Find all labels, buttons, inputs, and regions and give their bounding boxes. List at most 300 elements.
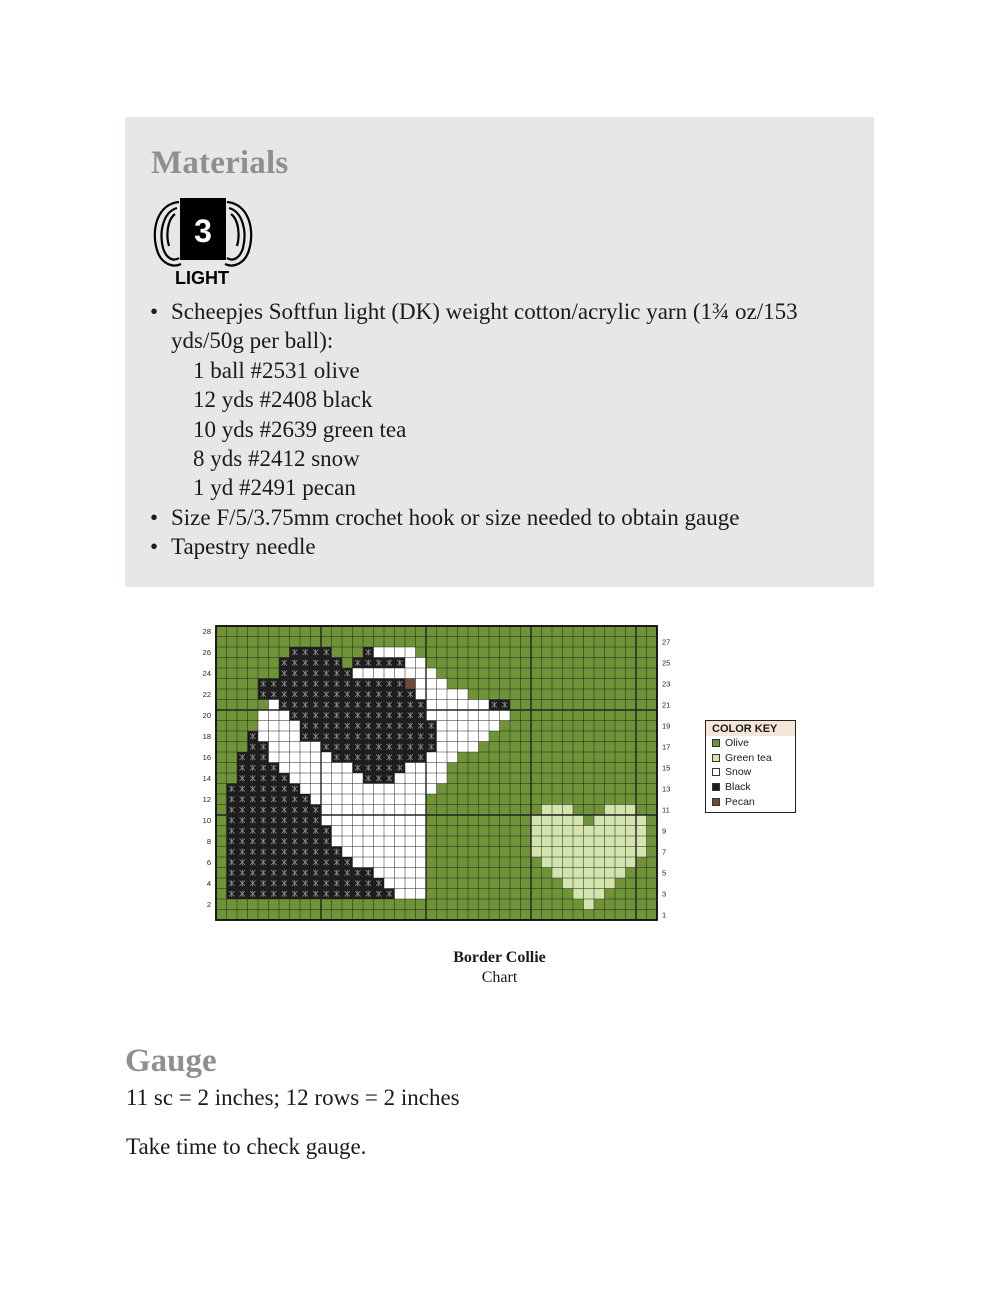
chart-cell	[458, 773, 469, 784]
chart-cell	[342, 815, 353, 826]
chart-cell	[594, 679, 605, 690]
chart-cell	[468, 847, 479, 858]
chart-cell	[248, 658, 259, 669]
chart-cell	[248, 700, 259, 711]
chart-cell	[552, 805, 563, 816]
row-label: 8	[206, 836, 211, 846]
color-swatch	[712, 783, 720, 791]
chart-cell	[437, 899, 448, 910]
chart-cell	[468, 731, 479, 742]
chart-cell	[353, 815, 364, 826]
chart-cell	[426, 868, 437, 879]
chart-cell	[458, 721, 469, 732]
chart-cell	[332, 637, 343, 648]
chart-cell	[447, 763, 458, 774]
chart-cell	[573, 836, 584, 847]
chart-cell	[468, 658, 479, 669]
chart-cell	[363, 857, 374, 868]
color-swatch	[712, 739, 720, 747]
chart-cell	[405, 878, 416, 889]
chart-cell	[405, 889, 416, 900]
chart-cell	[605, 899, 616, 910]
chart-cell	[363, 626, 374, 637]
chart-cell	[468, 910, 479, 921]
chart-cell	[636, 910, 647, 921]
chart-cell	[626, 836, 637, 847]
chart-cell	[384, 868, 395, 879]
chart-cell	[311, 763, 322, 774]
chart-cell	[416, 626, 427, 637]
chart-cell	[248, 689, 259, 700]
chart-cell	[573, 899, 584, 910]
chart-cell	[216, 889, 227, 900]
chart-cell	[258, 910, 269, 921]
chart-cell	[521, 784, 532, 795]
chart-cell	[615, 721, 626, 732]
chart-cell	[584, 878, 595, 889]
chart-cell	[647, 710, 658, 721]
chart-cell	[521, 710, 532, 721]
chart-cell	[374, 836, 385, 847]
chart-cell	[437, 626, 448, 637]
chart-cell	[636, 647, 647, 658]
row-label: 18	[202, 731, 211, 741]
chart-cell	[605, 647, 616, 658]
chart-cell	[395, 815, 406, 826]
chart-cell	[521, 868, 532, 879]
chart-cell	[363, 836, 374, 847]
chart-cell	[647, 731, 658, 742]
chart-cell	[437, 847, 448, 858]
chart-cell	[510, 689, 521, 700]
chart-cell	[447, 689, 458, 700]
chart-cell	[500, 668, 511, 679]
chart-cell	[258, 731, 269, 742]
chart-cell	[647, 773, 658, 784]
chart-cell	[636, 868, 647, 879]
chart-cell	[584, 826, 595, 837]
chart-cell	[342, 910, 353, 921]
chart-cell	[405, 836, 416, 847]
row-label: 15	[662, 763, 671, 773]
chart-cell	[216, 679, 227, 690]
chart-cell	[269, 658, 280, 669]
chart-cell	[531, 910, 542, 921]
chart-cell	[447, 626, 458, 637]
row-label: 10	[202, 815, 211, 825]
chart-cell	[458, 710, 469, 721]
row-label: 9	[662, 826, 667, 836]
chart-cell	[594, 700, 605, 711]
chart-cell	[500, 910, 511, 921]
chart-cell	[458, 794, 469, 805]
chart-cell	[416, 889, 427, 900]
chart-cell	[647, 647, 658, 658]
chart-cell	[521, 815, 532, 826]
chart-cell	[426, 784, 437, 795]
chart-cell	[594, 836, 605, 847]
chart-cell	[447, 731, 458, 742]
chart-cell	[458, 626, 469, 637]
chart-cell	[636, 668, 647, 679]
chart-cell	[489, 878, 500, 889]
chart-cell	[353, 647, 364, 658]
chart-cell	[216, 752, 227, 763]
chart-cell	[311, 752, 322, 763]
chart-cell	[384, 857, 395, 868]
chart-cell	[531, 752, 542, 763]
chart-cell	[510, 805, 521, 816]
chart-cell	[626, 710, 637, 721]
chart-cell	[479, 647, 490, 658]
chart-cell	[458, 889, 469, 900]
chart-cell	[395, 836, 406, 847]
chart-cell	[573, 658, 584, 669]
chart-cell	[468, 637, 479, 648]
chart-cell	[563, 910, 574, 921]
chart-cell	[552, 637, 563, 648]
chart-cell	[447, 794, 458, 805]
chart-cell	[489, 668, 500, 679]
chart-cell	[542, 710, 553, 721]
chart-cell	[636, 679, 647, 690]
chart-cell	[521, 721, 532, 732]
chart-cell	[626, 794, 637, 805]
chart-cell	[552, 647, 563, 658]
chart-cell	[542, 647, 553, 658]
chart-cell	[500, 710, 511, 721]
chart-cell	[237, 679, 248, 690]
chart-cell	[584, 637, 595, 648]
chart-cell	[647, 826, 658, 837]
chart-cell	[353, 826, 364, 837]
chart-cell	[594, 689, 605, 700]
chart-cell	[300, 910, 311, 921]
chart-cell	[437, 794, 448, 805]
chart-cell	[374, 857, 385, 868]
chart-cell	[437, 910, 448, 921]
chart-cell	[447, 721, 458, 732]
chart-cell	[542, 700, 553, 711]
chart-cell	[521, 899, 532, 910]
chart-cell	[353, 857, 364, 868]
chart-cell	[584, 836, 595, 847]
chart-cell	[374, 647, 385, 658]
chart-cell	[237, 910, 248, 921]
chart-cell	[437, 742, 448, 753]
chart-cell	[489, 794, 500, 805]
chart-cell	[300, 899, 311, 910]
chart-cell	[458, 742, 469, 753]
chart-cell	[531, 647, 542, 658]
chart-cell	[584, 794, 595, 805]
chart-cell	[584, 752, 595, 763]
chart-cell	[426, 679, 437, 690]
chart-cell	[594, 668, 605, 679]
yarn-amount: 8 yds #2412 snow	[193, 446, 360, 472]
chart-cell	[531, 773, 542, 784]
chart-cell	[405, 899, 416, 910]
chart-cell	[405, 647, 416, 658]
chart-cell	[216, 836, 227, 847]
chart-cell	[573, 689, 584, 700]
chart-cell	[248, 668, 259, 679]
chart-cell	[510, 847, 521, 858]
chart-cell	[458, 637, 469, 648]
chart-cell	[468, 857, 479, 868]
chart-cell	[594, 721, 605, 732]
chart-cell	[542, 868, 553, 879]
chart-cell	[468, 805, 479, 816]
chart-cell	[531, 815, 542, 826]
chart-cell	[363, 899, 374, 910]
chart-cell	[636, 773, 647, 784]
chart-cell	[447, 679, 458, 690]
chart-cell	[573, 910, 584, 921]
chart-cell	[269, 752, 280, 763]
chart-cell	[500, 752, 511, 763]
chart-cell	[269, 647, 280, 658]
chart-cell	[563, 815, 574, 826]
chart-cell	[573, 679, 584, 690]
row-label: 22	[202, 689, 211, 699]
chart-cell	[615, 805, 626, 816]
chart-cell	[447, 773, 458, 784]
color-key-label: Black	[725, 781, 751, 794]
chart-cell	[510, 668, 521, 679]
chart-cell	[353, 910, 364, 921]
row-label: 7	[662, 847, 667, 857]
yarn-weight-number: 3	[194, 213, 212, 249]
chart-cell	[416, 826, 427, 837]
chart-cell	[605, 826, 616, 837]
chart-cell	[426, 647, 437, 658]
chart-cell	[237, 721, 248, 732]
chart-cell	[605, 836, 616, 847]
chart-cell	[216, 826, 227, 837]
chart-cell	[458, 763, 469, 774]
chart-cell	[426, 689, 437, 700]
chart-cell	[437, 689, 448, 700]
chart-cell	[594, 626, 605, 637]
chart-cell	[500, 742, 511, 753]
chart-cell	[584, 710, 595, 721]
chart-cell	[510, 742, 521, 753]
chart-cell	[521, 910, 532, 921]
chart-cell	[594, 878, 605, 889]
chart-cell	[227, 710, 238, 721]
chart-cell	[626, 763, 637, 774]
chart-cell	[416, 857, 427, 868]
chart-cell	[332, 836, 343, 847]
chart-cell	[521, 805, 532, 816]
chart-cell	[437, 679, 448, 690]
chart-cell	[615, 700, 626, 711]
chart-cell	[594, 826, 605, 837]
chart-cell	[605, 752, 616, 763]
chart-cell	[542, 784, 553, 795]
chart-cell	[237, 626, 248, 637]
chart-cell	[636, 794, 647, 805]
chart-cell	[594, 658, 605, 669]
chart-cell	[615, 679, 626, 690]
chart-cell	[542, 752, 553, 763]
chart-cell	[531, 826, 542, 837]
chart-cell	[563, 752, 574, 763]
chart-cell	[384, 836, 395, 847]
chart-cell	[479, 773, 490, 784]
chart-cell	[216, 868, 227, 879]
chart-cell	[500, 784, 511, 795]
chart-cell	[363, 668, 374, 679]
chart-cell	[563, 899, 574, 910]
yarn-amount: 1 ball #2531 olive	[193, 357, 360, 383]
chart-cell	[248, 637, 259, 648]
chart-cell	[489, 637, 500, 648]
chart-cell	[458, 689, 469, 700]
chart-cell	[332, 626, 343, 637]
chart-cell	[510, 784, 521, 795]
chart-cell	[374, 847, 385, 858]
chart-cell	[636, 763, 647, 774]
yarn-amount: 1 yd #2491 pecan	[193, 475, 356, 501]
chart-cell	[426, 637, 437, 648]
chart-cell	[468, 668, 479, 679]
chart-cell	[395, 647, 406, 658]
chart-cell	[542, 857, 553, 868]
chart-cell	[290, 763, 301, 774]
chart-cell	[353, 784, 364, 795]
chart-cell	[458, 805, 469, 816]
chart-cell	[363, 826, 374, 837]
chart-cell	[426, 899, 437, 910]
chart-cell	[615, 742, 626, 753]
chart-cell	[479, 731, 490, 742]
chart-cell	[458, 815, 469, 826]
chart-cell	[426, 794, 437, 805]
chart-cell	[626, 742, 637, 753]
chart-cell	[374, 868, 385, 879]
chart-cell	[437, 889, 448, 900]
chart-cell	[584, 910, 595, 921]
chart-cell	[605, 794, 616, 805]
chart-cell	[615, 689, 626, 700]
chart-cell	[237, 637, 248, 648]
chart-cell	[290, 626, 301, 637]
yarn-description: Scheepjes Softfun light (DK) weight cotton/acrylic yarn (1¾ oz/153 yds/50g per ball):	[171, 299, 798, 354]
chart-cell	[447, 815, 458, 826]
chart-cell	[216, 626, 227, 637]
chart-cell	[479, 626, 490, 637]
chart-cell	[573, 742, 584, 753]
chart-cell	[363, 637, 374, 648]
chart-cell	[531, 637, 542, 648]
chart-cell	[405, 763, 416, 774]
chart-cell	[405, 910, 416, 921]
chart-cell	[521, 742, 532, 753]
chart-cell	[531, 742, 542, 753]
chart-cell	[447, 710, 458, 721]
chart-cell	[332, 794, 343, 805]
chart-cell	[647, 784, 658, 795]
chart-cell	[426, 836, 437, 847]
row-label: 21	[662, 700, 671, 710]
color-key-item	[706, 751, 795, 766]
chart-cell	[636, 815, 647, 826]
crochet-chart	[195, 620, 675, 925]
chart-cell	[437, 815, 448, 826]
chart-cell	[216, 878, 227, 889]
chart-cell	[626, 668, 637, 679]
chart-cell	[489, 857, 500, 868]
chart-cell	[542, 889, 553, 900]
chart-cell	[542, 794, 553, 805]
chart-cell	[447, 910, 458, 921]
chart-cell	[479, 826, 490, 837]
chart-cell	[636, 626, 647, 637]
chart-cell	[332, 763, 343, 774]
chart-cell	[647, 805, 658, 816]
chart-cell	[552, 752, 563, 763]
chart-cell	[447, 742, 458, 753]
chart-cell	[237, 647, 248, 658]
chart-cell	[626, 637, 637, 648]
chart-cell	[374, 794, 385, 805]
chart-cell	[552, 794, 563, 805]
chart-cell	[248, 910, 259, 921]
chart-cell	[647, 899, 658, 910]
chart-cell	[447, 857, 458, 868]
chart-cell	[447, 847, 458, 858]
chart-cell	[437, 731, 448, 742]
chart-cell	[363, 805, 374, 816]
chart-cell	[489, 752, 500, 763]
chart-cell	[626, 868, 637, 879]
row-label: 27	[662, 637, 671, 647]
chart-cell	[510, 658, 521, 669]
chart-cell	[258, 626, 269, 637]
chart-cell	[416, 679, 427, 690]
chart-cell	[479, 815, 490, 826]
chart-cell	[584, 626, 595, 637]
chart-cell	[237, 658, 248, 669]
chart-cell	[248, 626, 259, 637]
chart-cell	[258, 710, 269, 721]
chart-cell	[552, 910, 563, 921]
chart-cell	[468, 836, 479, 847]
chart-cell	[552, 742, 563, 753]
chart-cell	[605, 700, 616, 711]
chart-cell	[384, 626, 395, 637]
chart-cell	[605, 847, 616, 858]
chart-cell	[279, 626, 290, 637]
chart-cell	[227, 731, 238, 742]
chart-cell	[237, 700, 248, 711]
chart-cell	[510, 889, 521, 900]
chart-cell	[647, 689, 658, 700]
chart-cell	[647, 836, 658, 847]
chart-cell	[500, 815, 511, 826]
chart-cell	[573, 784, 584, 795]
chart-cell	[636, 857, 647, 868]
chart-cell	[342, 763, 353, 774]
chart-cell	[426, 700, 437, 711]
chart-cell	[269, 668, 280, 679]
chart-cell	[332, 784, 343, 795]
chart-cell	[552, 826, 563, 837]
chart-cell	[552, 878, 563, 889]
chart-cell	[500, 763, 511, 774]
